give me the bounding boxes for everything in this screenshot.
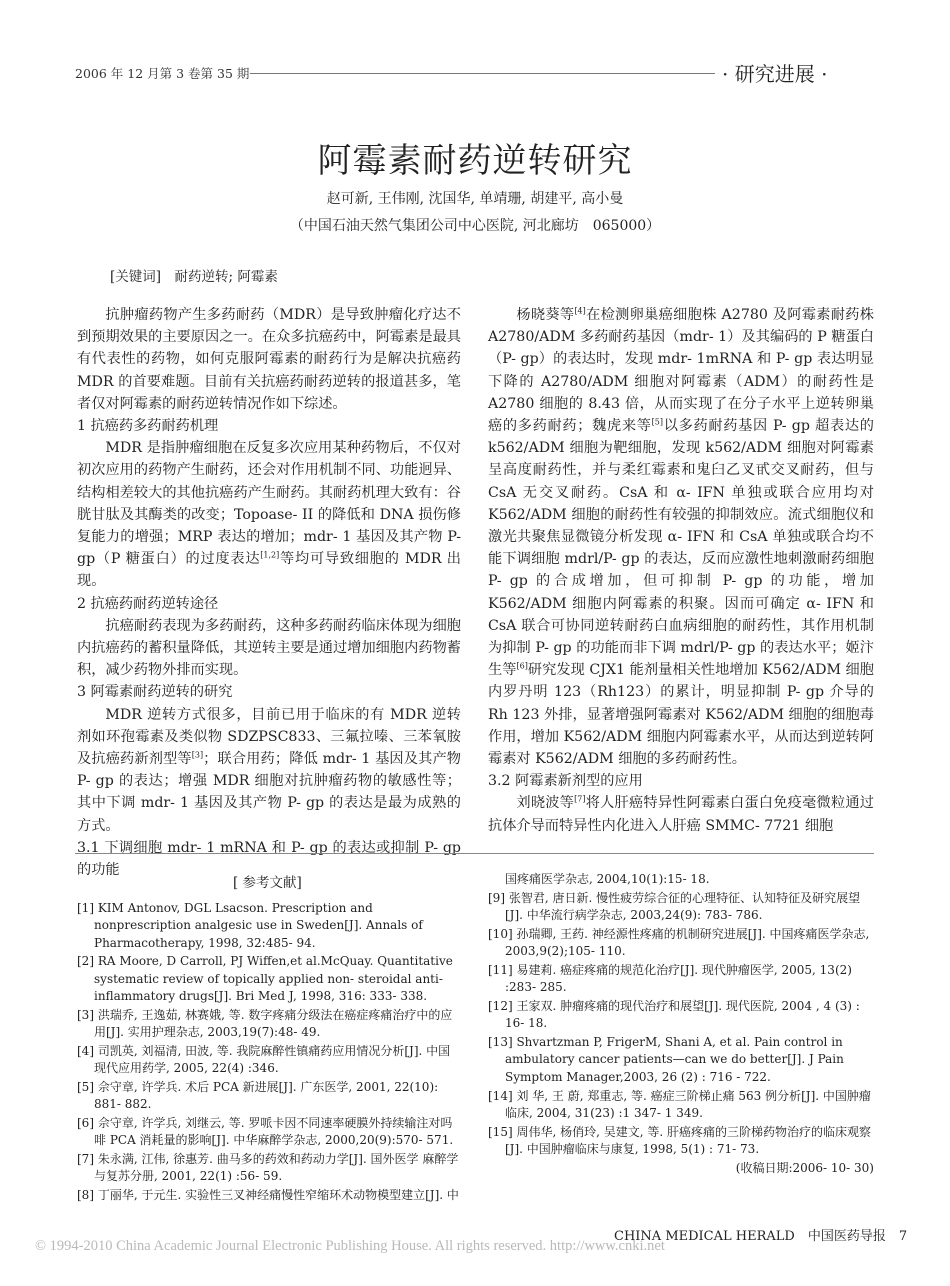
header-rule (250, 73, 715, 74)
paragraph-mechanism: MDR 是指肿瘤细胞在反复多次应用某种药物后，不仅对初次应用的药物产生耐药，还会对作用机制不同、功能迥异、结构相差较大的其他抗癌药产生耐药。其耐药机理大致有：谷胱甘肽及其酶类的改变；Topoase- II 的降低和 DNA 损伤修复能力的增强；MRP 表达的增加；mdr- 1 基因及其产物 P- gp（P 糖蛋白）的过度表达[1,2]等均可导致细胞的 MDR 出现。 (77, 440, 461, 590)
reference-item: [6] 佘守章, 许学兵, 刘继云, 等. 罗哌卡因不同速率硬膜外持续输注对吗啡 PCA 消耗量的影响[J]. 中华麻醉学杂志, 2000,20(9):570- 571. (77, 1116, 454, 1148)
reference-item: [3] 洪瑞乔, 王逸茹, 林赛娥, 等. 数字疼痛分级法在癌症疼痛治疗中的应用[J]. 实用护理杂志, 2003,19(7):48- 49. (77, 1007, 453, 1040)
section-heading-3-1: 3.1 下调细胞 mdr- 1 mRNA 和 P- gp 的表达或抑制 P- gp 的功能 (77, 839, 461, 879)
reference-continuation: 国疼痛医学杂志, 2004,10(1):15- 18. (505, 872, 710, 886)
references-heading: [ 参考文献] (233, 875, 302, 891)
footer-journal: CHINA MEDICAL HERALD 中国医药导报 7 (614, 1229, 908, 1244)
citation: [4] (574, 306, 586, 316)
reference-item: [5] 佘守章, 许学兵. 术后 PCA 新进展[J]. 广东医学, 2001, 22(10): 881- 882. (77, 1079, 439, 1112)
reference-item: [9] 张智君, 唐日新. 慢性疲劳综合征的心理特征、认知特征及研究展望[J]. 中华流行病学杂志, 2003,24(9): 783- 786. (488, 890, 861, 923)
citation: [7] (574, 794, 586, 804)
body-right-column (488, 304, 874, 837)
references-left (77, 900, 461, 1206)
section-heading-1: 1 抗癌药多药耐药机理 (77, 418, 219, 435)
paragraph-new-formulation: 刘晓波等[7]将人肝癌特异性阿霉素白蛋白免疫毫微粒通过抗体介导而特异性内化进入人肝癌 SMMC- 7721 细胞 (488, 794, 874, 834)
article-authors: 赵可新, 王伟刚, 沈国华, 单靖珊, 胡建平, 高小曼 (326, 191, 624, 207)
citation: [5] (651, 417, 663, 427)
reference-item: [12] 王家双. 肿瘤疼痛的现代治疗和展望[J]. 现代医院, 2004 , 4 (3) : 16- 18. (488, 999, 860, 1031)
reference-item: [15] 周伟华, 杨俏玲, 吴建文, 等. 肝癌疼痛的三阶梯药物治疗的临床观察[J]. 中国肿瘤临床与康复, 1998, 5(1) : 71- 73. (488, 1124, 871, 1156)
section-heading-2: 2 抗癌药耐药逆转途径 (77, 595, 219, 612)
reference-item: [7] 朱永满, 江伟, 徐惠芳. 曲马多的药效和药动力学[J]. 国外医学 麻醉学与复苏分册, 2001, 22(1) :56- 59. (77, 1152, 459, 1184)
received-date: (收稿日期:2006- 10- 30) (735, 1160, 874, 1175)
reference-item: [2] RA Moore, D Carroll, PJ Wiffen,et al.McQuay. Quantitative systematic review of topically applied non- steroidal anti- inflammatory drugs[J]. Bri Med J, 1998, 316: 333- 338. (77, 954, 453, 1003)
footer-copyright: © 1994-2010 China Academic Journal Electronic Publishing House. All rights reserved. http://www.cnki.net (35, 1238, 665, 1254)
reference-item: [13] Shvartzman P, FrigerM, Shani A, et al. Pain control in ambulatory cancer patients—can we do better[J]. J Pain Symptom Manager,2003, 26 (2) : 716 - 722. (488, 1035, 844, 1084)
citation: [6] (516, 661, 528, 671)
citation: [1,2] (260, 550, 280, 560)
header-section: · 研究进展 · (722, 62, 828, 86)
article-title: 阿霉素耐药逆转研究 (317, 141, 633, 181)
reference-item: [10] 孙瑞卿, 王药. 神经源性疼痛的机制研究进展[J]. 中国疼痛医学杂志, 2003,9(2);105- 110. (488, 926, 870, 959)
header-issue: 2006 年 12 月第 3 卷第 35 期 (75, 66, 250, 81)
body-left-column (77, 304, 461, 881)
paragraph-reversal: 抗癌耐药表现为多药耐药，这种多药耐药临床体现为细胞内抗癌药的蓄积量降低，其逆转主要是通过增加细胞内药物蓄积，减少药物外排而实现。 (77, 617, 461, 679)
paragraph-methods: MDR 逆转方式很多，目前已用于临床的有 MDR 逆转剂如环孢霉素及类似物 SDZPSC833、三氟拉嗪、三苯氧胺及抗癌药新剂型等[3]；联合用药；降低 mdr- 1 基因及其产物 P- gp 的表达；增强 MDR 细胞对抗肿瘤药物的敏感性等；其中下调 mdr- 1 基因及其产物 P- gp 的表达是最为成熟的方式。 (77, 706, 461, 834)
citation: [3] (191, 750, 204, 760)
keywords: [关键词] 耐药逆转; 阿霉素 (110, 269, 278, 285)
section-heading-3-2: 3.2 阿霉素新剂型的应用 (488, 773, 643, 790)
paragraph-intro: 抗肿瘤药物产生多药耐药（MDR）是导致肿瘤化疗达不到预期效果的主要原因之一。在众多抗癌药中，阿霉素是最具有代表性的药物，如何克服阿霉素的耐药行为是解决抗癌药 MDR 的首要难题。目前有关抗癌药耐药逆转的报道甚多，笔者仅对阿霉素的耐药逆转情况作如下综述。 (77, 307, 461, 412)
section-heading-3: 3 阿霉素耐药逆转的研究 (77, 684, 233, 701)
references-right (488, 871, 874, 1177)
references-separator (75, 853, 874, 854)
reference-item: [1] KIM Antonov, DGL Lsacson. Prescription and nonprescription analgesic use in Sweden[J]. Annals of Pharmacotherapy, 1998, 32:485- 94. (77, 901, 423, 950)
reference-item: [14] 刘 华, 王 蔚, 郑重志, 等. 癌症三阶梯止痛 563 例分析[J]. 中国肿瘤临床, 2004, 31(23) :1 347- 1 349. (488, 1088, 871, 1120)
reference-item: [8] 丁丽华, 于元生. 实验性三叉神经痛慢性窄缩环术动物模型建立[J]. 中 (77, 1188, 459, 1203)
reference-item: [11] 易建莉. 癌症疼痛的规范化治疗[J]. 现代肿瘤医学, 2005, 13(2) :283- 285. (488, 962, 852, 995)
article-affiliation: （中国石油天然气集团公司中心医院, 河北廊坊 065000） (289, 218, 661, 234)
reference-item: [4] 司凯英, 刘福清, 田波, 等. 我院麻醉性镇痛药应用情况分析[J]. 中国现代应用药学, 2005, 22(4) :346. (77, 1043, 451, 1076)
paragraph-studies: 杨晓葵等[4]在检测卵巢癌细胞株 A2780 及阿霉素耐药株 A2780/ADM 多药耐药基因（mdr- 1）及其编码的 P 糖蛋白（P- gp）的表达时，发现 mdr- 1mRNA 和 P- gp 表达明显下降的 A2780/ADM 细胞对阿霉素（ADM）的耐药性是 A2780 细胞的 8.43 倍，从而实现了在分子水平上逆转卵巢癌的多药耐药；魏虎来等[5]以多药耐药基因 P- gp 超表达的 k562/ADM 细胞为靶细胞，发现 k562/ADM 细胞对阿霉素呈高度耐药性，并与柔红霉素和鬼臼乙叉甙交叉耐药，但与 CsA 无交叉耐药。CsA 和 α- IFN 单独或联合应用均对 K562/ADM 细胞的耐药性有较强的抑制效应。流式细胞仪和激光共聚焦显微镜分析发现 α- IFN 和 CsA 单独或联合均不能下调细胞 mdrl/P- gp 的表达，反而应激性地刺激耐药细胞 P- gp 的合成增加，但可抑制 P- gp 的功能，增加 K562/ADM 细胞内阿霉素的积聚。因而可确定 α- IFN 和 CsA 联合可协同逆转耐药白血病细胞的耐药性，其作用机制为抑制 P- gp 的功能而非下调 mdrl/P- gp 的表达水平；姬汴生等[6]研究发现 CJX1 能剂量相关性地增加 K562/ADM 细胞内罗丹明 123（Rh123）的累计，明显抑制 P- gp 介导的 Rh 123 外排，显著增强阿霉素对 K562/ADM 细胞的细胞毒作用，增加 K562/ADM 细胞内阿霉素水平，从而达到逆转阿霉素对 K562/ADM 细胞的多药耐药性。 (488, 306, 874, 768)
